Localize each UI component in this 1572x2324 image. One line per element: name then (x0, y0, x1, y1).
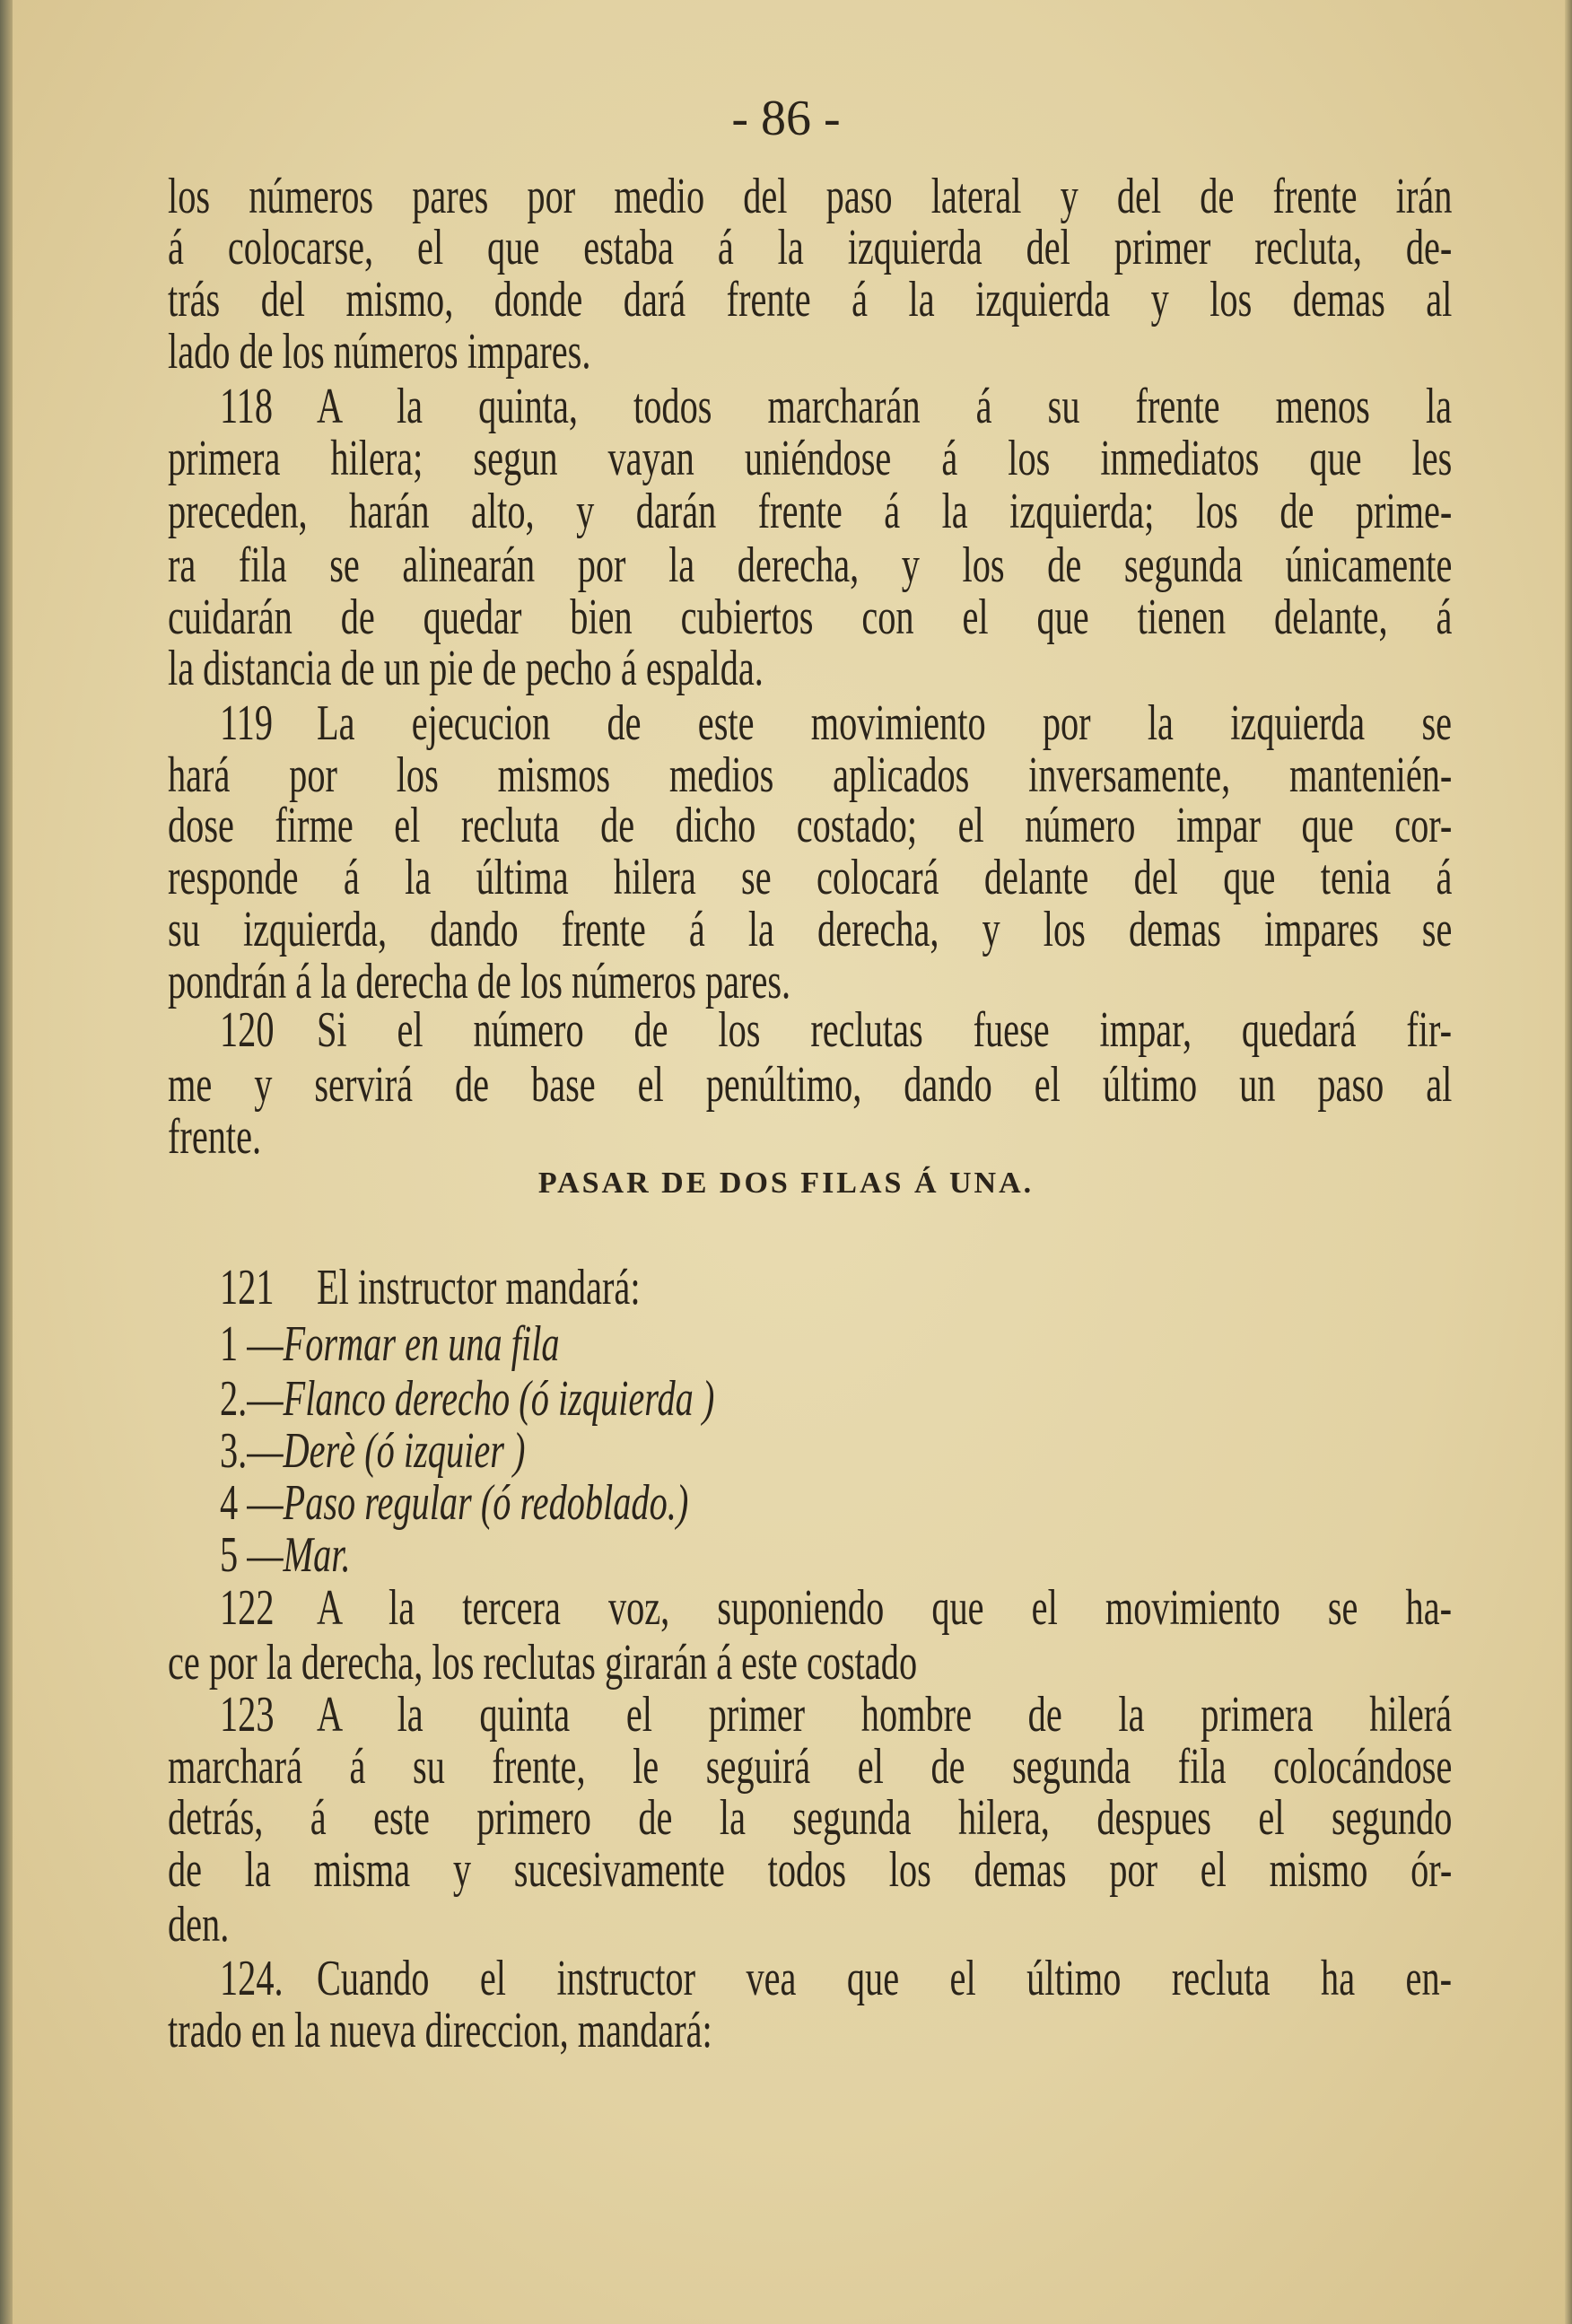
text-line (168, 849, 1452, 906)
line-text: ce por la derecha, los reclutas girarán á este costado (168, 1635, 918, 1691)
line-text: trado en la nueva direccion, mandará: (168, 2003, 712, 2058)
text-line (168, 537, 1452, 594)
text-line (168, 1896, 1452, 1953)
text-line (168, 1634, 1452, 1691)
line-text: Mar. (283, 1527, 351, 1583)
line-text: lado de los números impares. (168, 324, 591, 380)
line-text: cuidarán de quedar bien cubiertos con el que tienen delante, á (168, 590, 1453, 645)
line-text: su izquierda, dando frente á la derecha, y los demas impares se (168, 902, 1453, 957)
line-text: primera hilera; segun vayan uniéndose á los inmediatos que les (168, 431, 1453, 486)
command-item (220, 1422, 1452, 1480)
text-line (168, 1108, 1452, 1166)
line-text: Formar en una fila (283, 1316, 560, 1372)
item-number: 1 — (220, 1316, 284, 1372)
page-binding-edge (0, 0, 13, 2324)
paragraph-number: 119 (220, 695, 273, 751)
line-text: El instructor mandará: (317, 1260, 641, 1315)
item-number: 4 — (220, 1475, 284, 1531)
line-text: den. (168, 1897, 230, 1953)
paragraph-number: 120 (220, 1002, 275, 1058)
item-number: 2.— (220, 1371, 284, 1427)
text-line (168, 430, 1452, 487)
line-text: dose firme el recluta de dicho costado; el número impar que cor- (168, 798, 1453, 853)
line-text: me y servirá de base el penúltimo, dando el último un paso al (168, 1057, 1453, 1113)
line-text: marchará á su frente, le seguirá el de segunda fila colocándose (168, 1739, 1453, 1795)
line-text: A la quinta el primer hombre de la primera hilerá (317, 1687, 1453, 1743)
section-heading: PASAR DE DOS FILAS Á UNA. (537, 1166, 1035, 1200)
paragraph-number: 123 (220, 1687, 275, 1743)
page-right-edge (1565, 0, 1572, 2324)
line-text: los números pares por medio del paso lateral y del de frente irán (168, 169, 1453, 224)
line-text: pondrán á la derecha de los números pares. (168, 954, 791, 1009)
line-text: Paso regular (ó redoblado.) (283, 1475, 689, 1531)
line-text: trás del mismo, donde dará frente á la izquierda y los demas al (168, 272, 1453, 328)
line-text: La ejecucion de este movimiento por la izquierda se (317, 695, 1453, 751)
line-text: Derè (ó izquier ) (283, 1423, 526, 1479)
text-line (168, 219, 1452, 276)
numbered-paragraph-line (220, 695, 1452, 752)
text-line (168, 1738, 1452, 1795)
text-line (168, 1056, 1452, 1114)
line-text: frente. (168, 1109, 262, 1165)
numbered-paragraph-line (220, 1259, 1452, 1316)
text-line (168, 1789, 1452, 1847)
line-text: á colocarse, el que estaba á la izquierda del primer recluta, de- (168, 220, 1453, 275)
paragraph-number: 118 (220, 379, 273, 434)
text-line (168, 483, 1452, 540)
text-line (168, 1841, 1452, 1899)
item-number: 5 — (220, 1527, 284, 1583)
line-text: A la quinta, todos marcharán á su frente menos la (317, 379, 1453, 434)
command-item (220, 1474, 1452, 1532)
line-text: de la misma y sucesivamente todos los demas por el mismo ór- (168, 1842, 1453, 1898)
line-text: responde á la última hilera se colocará delante del que tenia á (168, 850, 1453, 905)
numbered-paragraph-line (220, 378, 1452, 435)
text-line (168, 797, 1452, 854)
item-number: 3.— (220, 1423, 284, 1479)
command-item (220, 1315, 1452, 1373)
line-text: A la tercera voz, suponiendo que el movimiento se ha- (317, 1580, 1453, 1636)
text-line (168, 168, 1452, 225)
numbered-paragraph-line (220, 1001, 1452, 1059)
command-item (220, 1370, 1452, 1428)
text-line (168, 640, 1452, 697)
text-line (168, 589, 1452, 646)
page-number: - 86 - (731, 91, 841, 146)
paragraph-number: 121 (220, 1260, 275, 1315)
text-line (168, 901, 1452, 958)
numbered-paragraph-line (220, 1579, 1452, 1637)
line-text: la distancia de un pie de pecho á espalda. (168, 641, 764, 696)
text-line (168, 271, 1452, 328)
text-line (168, 747, 1452, 804)
numbered-paragraph-line (220, 1686, 1452, 1743)
line-text: ra fila se alinearán por la derecha, y los de segunda únicamente (168, 537, 1453, 593)
paragraph-number: 122 (220, 1580, 275, 1636)
command-item (220, 1526, 1452, 1584)
line-text: Cuando el instructor vea que el último recluta ha en- (317, 1951, 1453, 2006)
line-text: Flanco derecho (ó izquierda ) (283, 1371, 715, 1427)
text-line (168, 323, 1452, 380)
line-text: preceden, harán alto, y darán frente á la izquierda; los de prime- (168, 484, 1453, 539)
line-text: Si el número de los reclutas fuese impar, quedará fir- (317, 1002, 1453, 1058)
paragraph-number: 124. (220, 1951, 284, 2006)
numbered-paragraph-line (220, 1950, 1452, 2007)
line-text: detrás, á este primero de la segunda hilera, despues el segundo (168, 1790, 1453, 1846)
text-line (168, 2002, 1452, 2059)
line-text: hará por los mismos medios aplicados inversamente, mantenién- (168, 747, 1453, 803)
